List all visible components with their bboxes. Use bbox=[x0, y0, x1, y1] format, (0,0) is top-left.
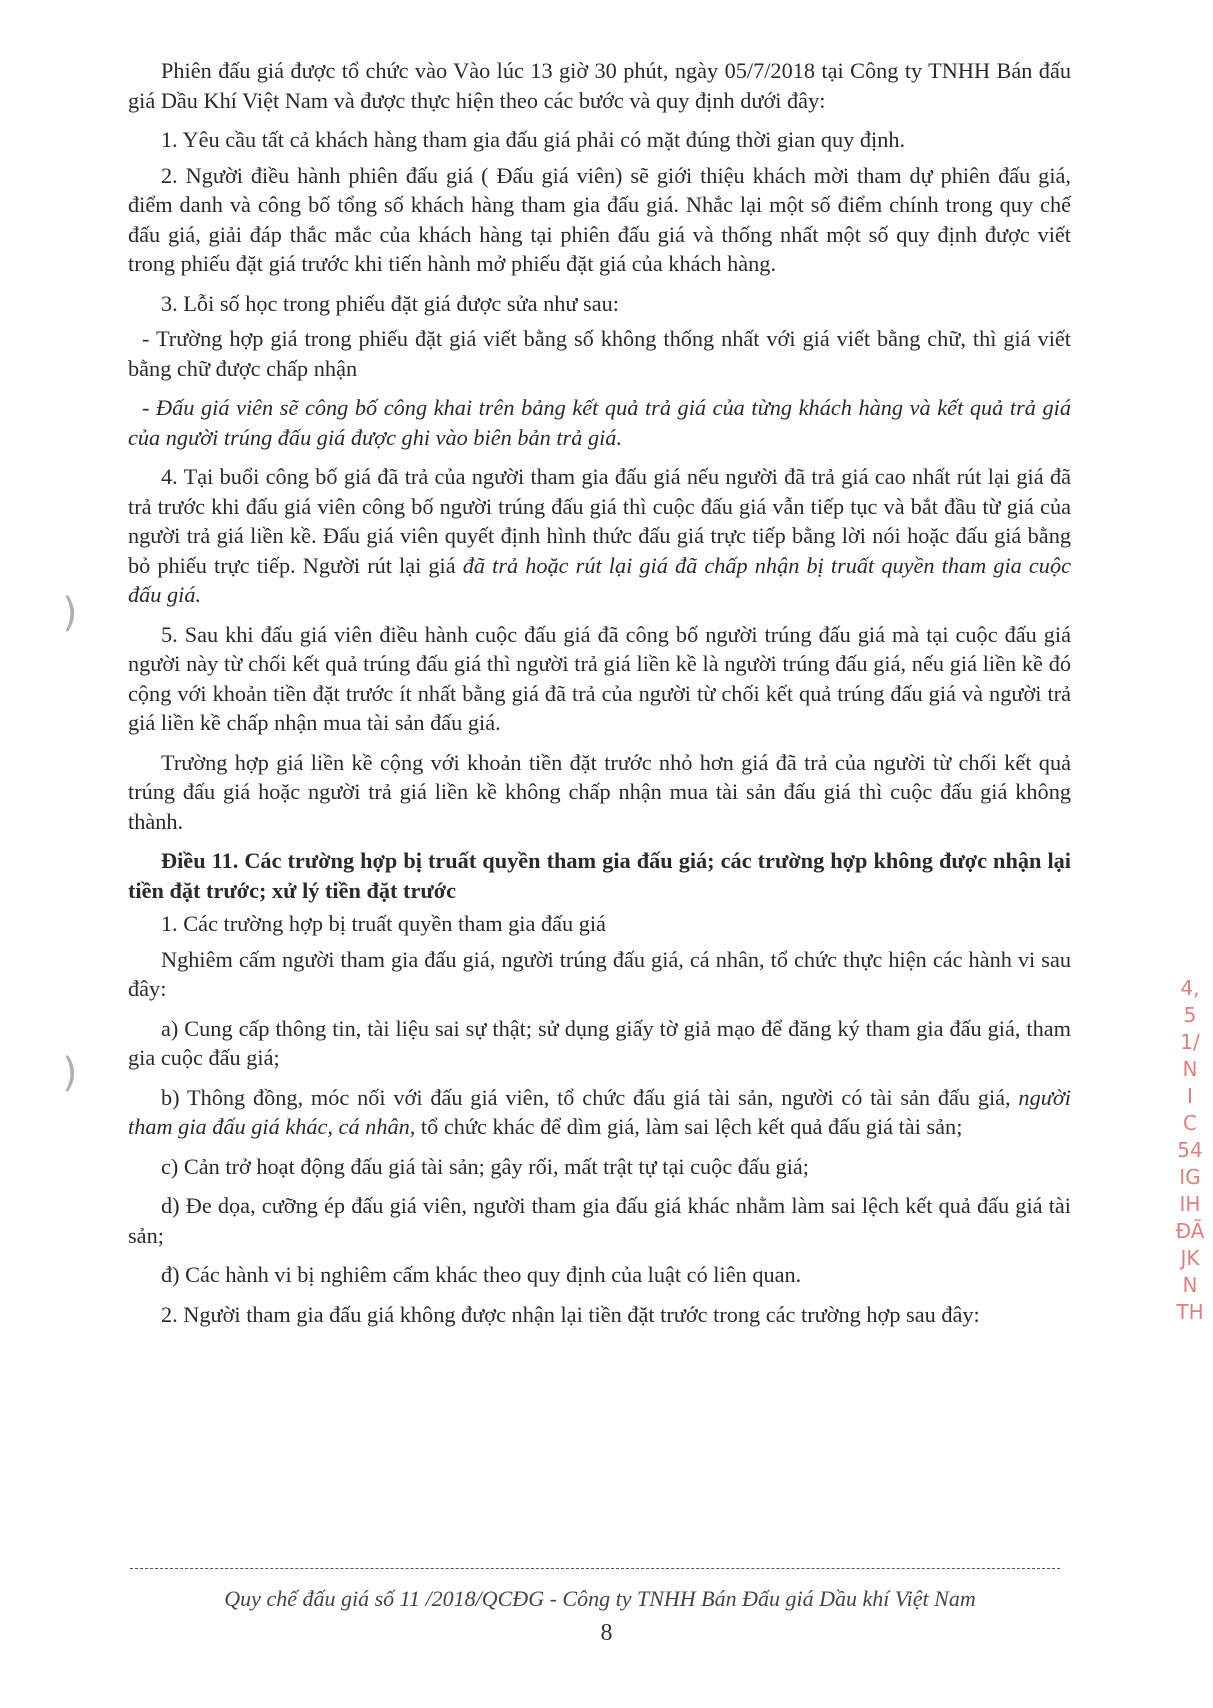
page-number: 8 bbox=[600, 1620, 613, 1646]
point-b-text-2: tổ chức khác để dìm giá, làm sai lệch kết quả đấu giá tài sản; bbox=[415, 1114, 963, 1139]
scan-artifact-mark: ) bbox=[62, 590, 78, 636]
seal-text: IH bbox=[1179, 1192, 1201, 1216]
step-5: 5. Sau khi đấu giá viên điều hành cuộc đấu giá đã công bố người trúng đấu giá mà tại cuộc đấu giá người này từ chối kết quả trúng đấu giá thì người trả giá liền kề là người trúng đấu giá, nếu giá liền kề đó cộng với khoản tiền đặt trước ít nhất bằng giá đã trả của người từ chối kết quả trúng đấu giá và người trả giá liền kề chấp nhận mua tài sản đấu giá. bbox=[128, 621, 1071, 735]
seal-text: N bbox=[1182, 1057, 1198, 1081]
article-11-heading: Điều 11. Các trường hợp bị truất quyền tham gia đấu giá; các trường hợp không được nhận lại tiền đặt trước; xử lý tiền đặt trước bbox=[128, 848, 1071, 903]
article-11-point-a: a) Cung cấp thông tin, tài liệu sai sự thật; sử dụng giấy tờ giả mạo để đăng ký tham gia đấu giá, tham gia cuộc đấu giá; bbox=[128, 1015, 1071, 1070]
point-b-italic-text: người tham gia đấu giá khác, cá nhân, bbox=[128, 1084, 1071, 1139]
footer-caption: Quy chế đấu giá số 11 /2018/QCĐG - Công ty TNHH Bán Đấu giá Dầu khí Việt Nam bbox=[224, 1586, 976, 1611]
point-b-text-1: b) Thông đồng, móc nối với đấu giá viên, tổ chức đấu giá tài sản, người có tài sản đấu giá, bbox=[161, 1084, 1011, 1110]
seal-text: JK bbox=[1180, 1246, 1200, 1270]
article-11-point-b bbox=[128, 1083, 1071, 1142]
seal-text: 1/ bbox=[1180, 1030, 1200, 1054]
seal-text: C bbox=[1183, 1111, 1197, 1135]
scan-artifact-mark: ) bbox=[62, 1050, 78, 1096]
seal-text: 4, bbox=[1180, 976, 1200, 1000]
step-3-rule-2: - Đấu giá viên sẽ công bố công khai trên bảng kết quả trả giá của từng khách hàng và kết quả trả giá của người trúng đấu giá được ghi vào biên bản trả giá. bbox=[128, 395, 1071, 450]
step-2: 2. Người điều hành phiên đấu giá ( Đấu giá viên) sẽ giới thiệu khách mời tham dự phiên đấu giá, điểm danh và công bố tổng số khách hàng tham gia đấu giá. Nhắc lại một số điểm chính trong quy chế đấu giá, giải đáp thắc mắc của khách hàng tại phiên đấu giá và thống nhất một số quy định được viết trong phiếu đặt giá trước khi tiến hành mở phiếu đặt giá của khách hàng. bbox=[128, 162, 1071, 276]
step-4-italic-text: đã trả hoặc rút lại giá đã chấp nhận bị truất quyền tham gia cuộc đấu giá. bbox=[128, 552, 1071, 607]
intro-paragraph: Phiên đấu giá được tổ chức vào Vào lúc 13 giờ 30 phút, ngày 05/7/2018 tại Công ty TNHH Bán đấu giá Dầu Khí Việt Nam và được thực hiện theo các bước và quy định dưới đây: bbox=[128, 58, 1071, 113]
red-seal-fragment bbox=[1170, 975, 1210, 1326]
seal-text: TH bbox=[1176, 1300, 1204, 1324]
footer-divider bbox=[130, 1568, 1060, 1569]
step-4 bbox=[128, 462, 1071, 610]
seal-text: ĐÃ bbox=[1175, 1219, 1205, 1243]
article-11-point-c: c) Cản trở hoạt động đấu giá tài sản; gây rối, mất trật tự tại cuộc đấu giá; bbox=[161, 1153, 809, 1179]
seal-text: 54 bbox=[1177, 1138, 1203, 1162]
article-11-point-dd: đ) Các hành vi bị nghiêm cấm khác theo quy định của luật có liên quan. bbox=[161, 1262, 802, 1287]
seal-text: N bbox=[1182, 1273, 1198, 1297]
article-11-prohibition: Nghiêm cấm người tham gia đấu giá, người trúng đấu giá, cá nhân, tổ chức thực hiện các hành vi sau đây: bbox=[128, 946, 1071, 1001]
step-4-text: 4. Tại buổi công bố giá đã trả của người tham gia đấu giá nếu người đã trả giá cao nhất rút lại giá đã trả trước khi đấu giá viên công bố người trúng đấu giá thì cuộc đấu giá vẫn tiếp tục và bắt đầu từ giá của người trả giá liền kề. Đấu giá viên quyết định hình thức đấu giá trực tiếp bằng lời nói hoặc đấu giá bằng bỏ phiếu trực tiếp. Người rút lại giá bbox=[128, 464, 1071, 578]
article-11-point-d: d) Đe dọa, cưỡng ép đấu giá viên, người tham gia đấu giá khác nhằm làm sai lệch kết quả đấu giá tài sản; bbox=[128, 1193, 1071, 1248]
step-3: 3. Lỗi số học trong phiếu đặt giá được sửa như sau: bbox=[161, 290, 619, 316]
article-11-item-1: 1. Các trường hợp bị truất quyền tham gia đấu giá bbox=[161, 911, 606, 936]
step-5-continued: Trường hợp giá liền kề cộng với khoản tiền đặt trước nhỏ hơn giá đã trả của người từ chối kết quả trúng đấu giá hoặc người trả giá liền kề không chấp nhận mua tài sản đấu giá thì cuộc đấu giá không thành. bbox=[128, 749, 1071, 834]
seal-text: IG bbox=[1179, 1165, 1201, 1189]
document-body bbox=[128, 56, 1071, 1339]
seal-text: I bbox=[1187, 1084, 1193, 1108]
step-1: 1. Yêu cầu tất cả khách hàng tham gia đấu giá phải có mặt đúng thời gian quy định. bbox=[161, 127, 906, 152]
article-11-item-2: 2. Người tham gia đấu giá không được nhận lại tiền đặt trước trong các trường hợp sau đây: bbox=[161, 1301, 980, 1327]
step-3-rule-1: - Trường hợp giá trong phiếu đặt giá viết bằng số không thống nhất với giá viết bằng chữ, thì giá viết bằng chữ được chấp nhận bbox=[128, 326, 1071, 381]
seal-text: 5 bbox=[1183, 1003, 1197, 1027]
